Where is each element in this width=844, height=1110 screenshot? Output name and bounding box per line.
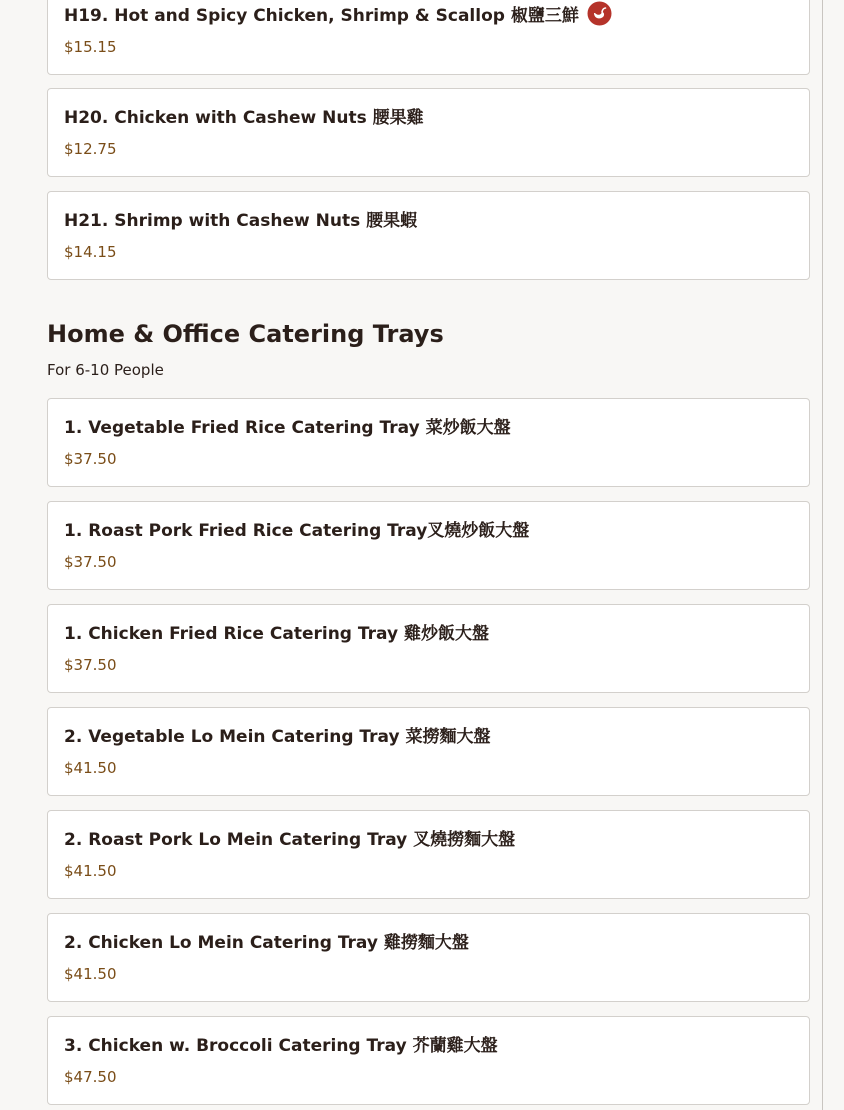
menu-item-card[interactable] (47, 398, 810, 487)
menu-item-card[interactable] (47, 707, 810, 796)
menu-item-title: 2. Chicken Lo Mein Catering Tray 雞撈麵大盤 (64, 933, 469, 953)
menu-item-card[interactable] (47, 810, 810, 899)
menu-item-title: H21. Shrimp with Cashew Nuts 腰果蝦 (64, 211, 418, 231)
menu-item-title: 2. Roast Pork Lo Mein Catering Tray 叉燒撈麵大盤 (64, 830, 516, 850)
menu-item-price: $14.15 (64, 243, 117, 261)
menu-item-title: 3. Chicken w. Broccoli Catering Tray 芥蘭雞大盤 (64, 1036, 498, 1056)
menu-item-card[interactable] (47, 913, 810, 1002)
menu-item-title: H20. Chicken with Cashew Nuts 腰果雞 (64, 108, 424, 128)
menu-item-title: 1. Vegetable Fried Rice Catering Tray 菜炒飯大盤 (64, 418, 511, 438)
menu-item-title: 1. Chicken Fried Rice Catering Tray 雞炒飯大盤 (64, 624, 489, 644)
menu-item-price: $41.50 (64, 965, 117, 983)
menu-item-price: $37.50 (64, 656, 117, 674)
menu-item-card[interactable] (47, 1016, 810, 1105)
menu-item-price: $41.50 (64, 759, 117, 777)
menu-item-price: $12.75 (64, 140, 117, 158)
section-subtitle: For 6-10 People (47, 361, 164, 379)
menu-item-price: $15.15 (64, 38, 117, 56)
menu-item-title: H19. Hot and Spicy Chicken, Shrimp & Scallop 椒鹽三鮮 (64, 1, 612, 29)
section-title: Home & Office Catering Trays (47, 320, 444, 348)
menu-item-price: $47.50 (64, 1068, 117, 1086)
chili-pepper-icon (587, 1, 612, 26)
menu-item-card[interactable] (47, 501, 810, 590)
menu-item-card[interactable] (47, 604, 810, 693)
menu-item-title: 1. Roast Pork Fried Rice Catering Tray叉燒炒飯大盤 (64, 521, 530, 541)
menu-item-card[interactable] (47, 88, 810, 177)
menu-item-price: $41.50 (64, 862, 117, 880)
menu-item-price: $37.50 (64, 553, 117, 571)
menu-item-price: $37.50 (64, 450, 117, 468)
menu-item-card[interactable] (47, 191, 810, 280)
menu-item-title: 2. Vegetable Lo Mein Catering Tray 菜撈麵大盤 (64, 727, 491, 747)
menu-item-card[interactable] (47, 0, 810, 75)
